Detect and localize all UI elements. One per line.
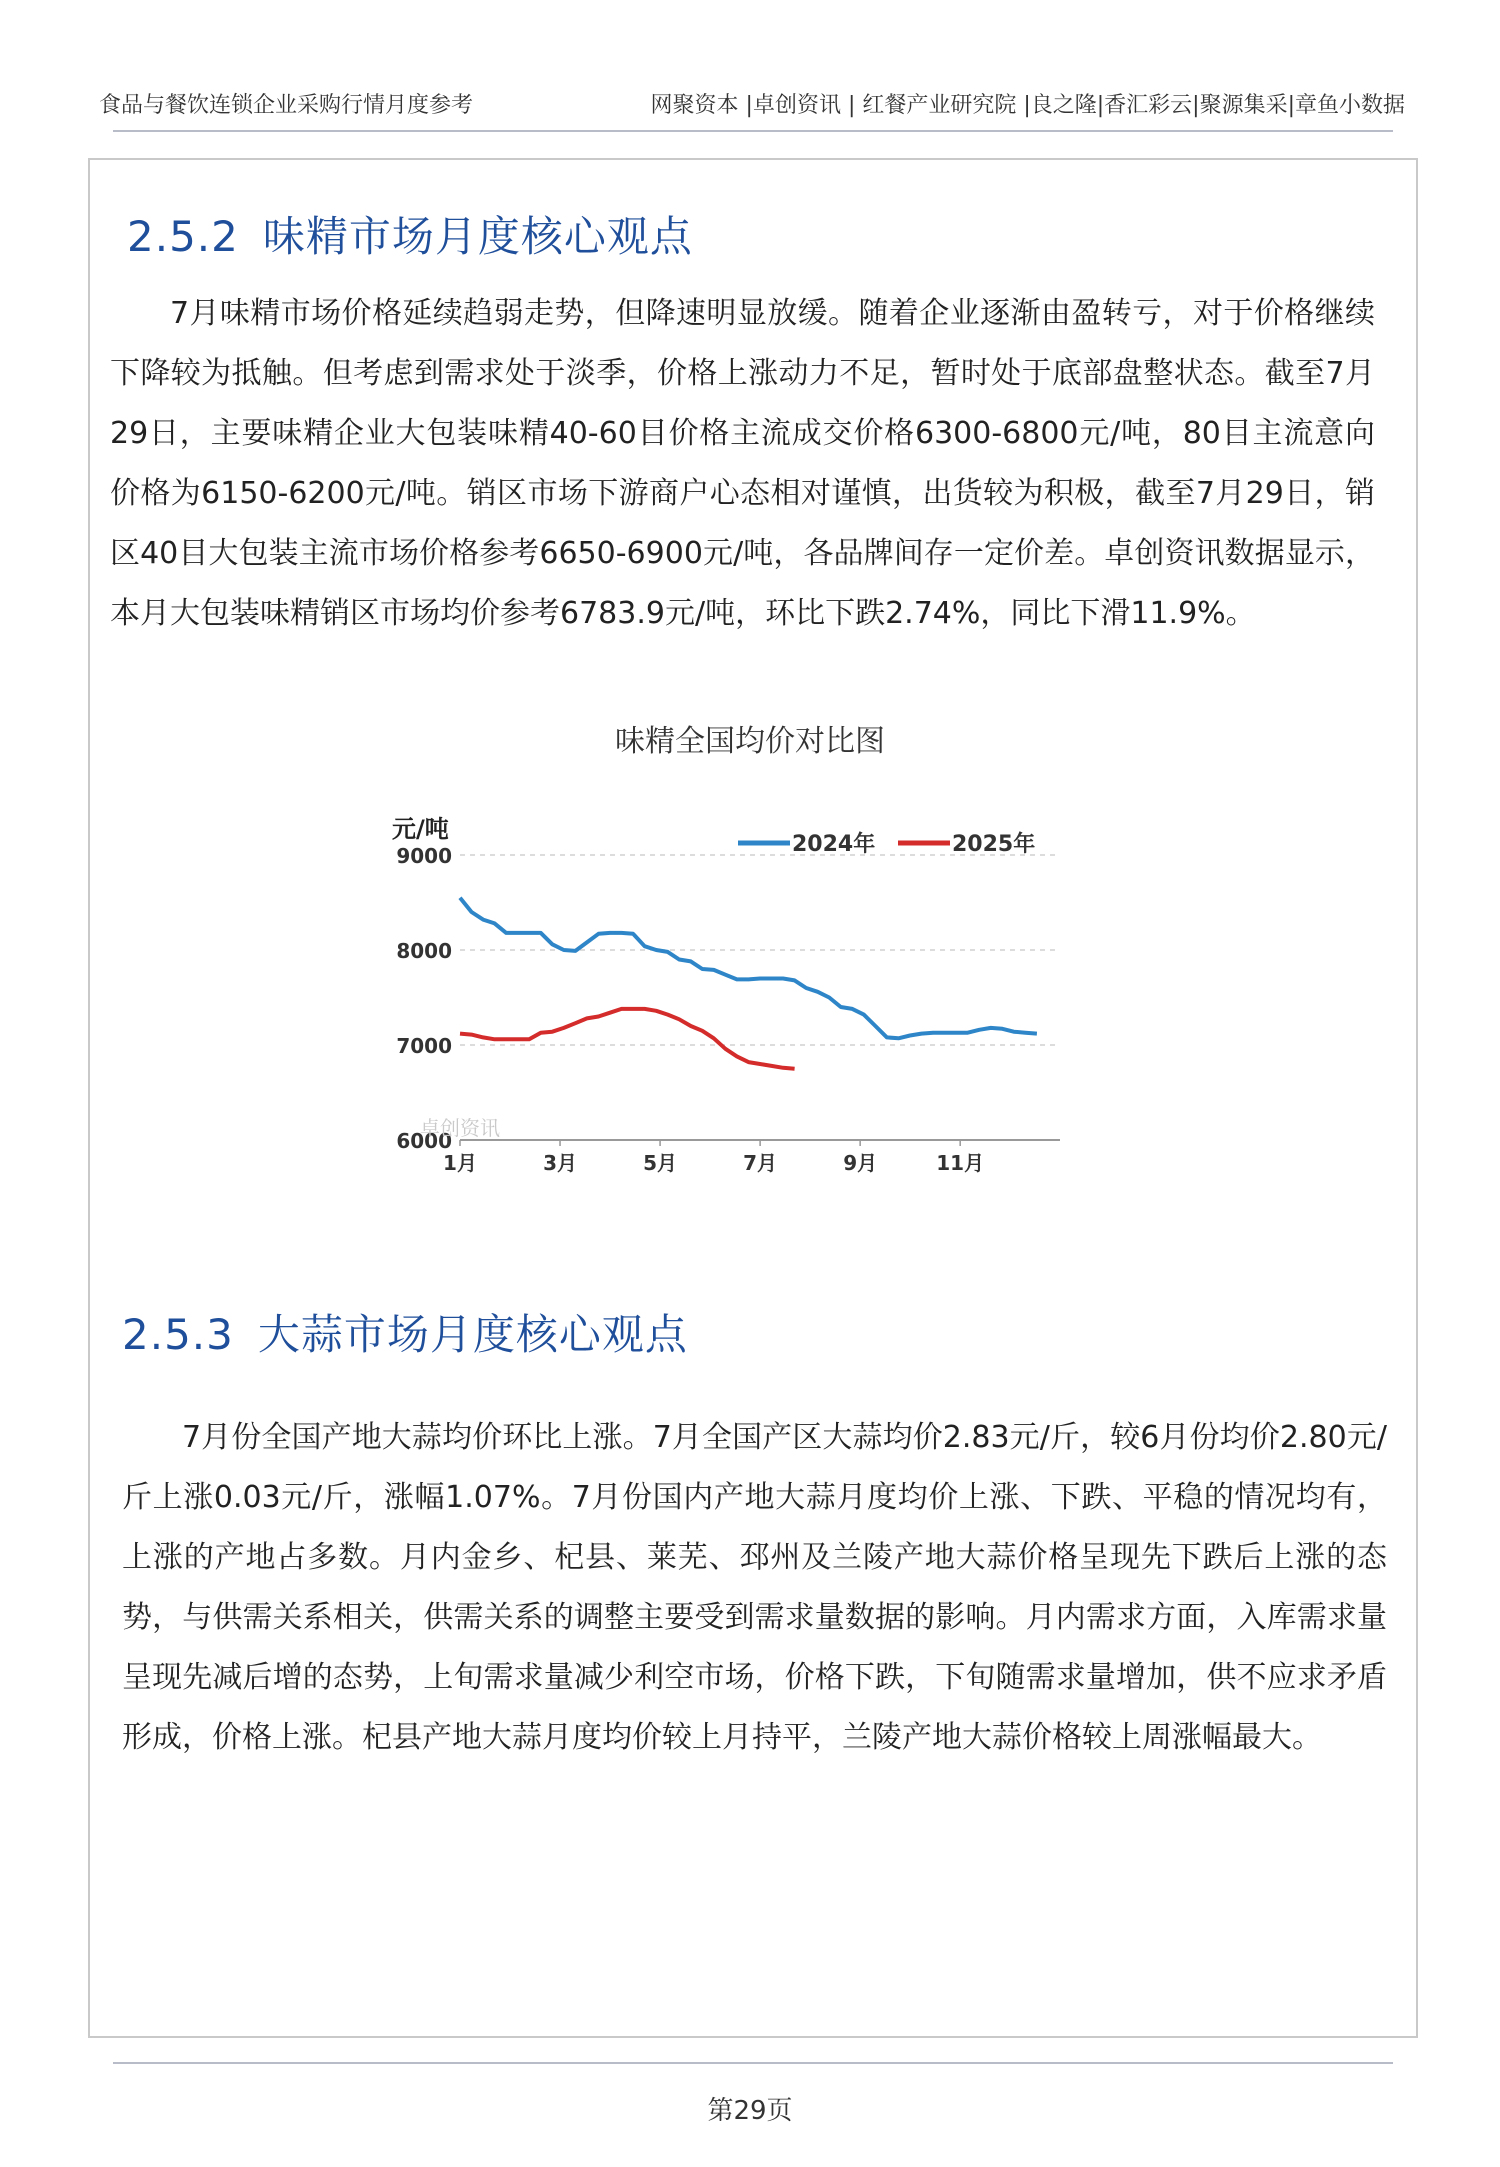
msg-price-chart (380, 805, 1080, 1205)
page-header (95, 84, 1405, 124)
y-tick-label: 7000 (396, 1034, 452, 1058)
series-line (460, 1009, 795, 1069)
header-divider (113, 130, 1393, 132)
y-tick-label: 6000 (396, 1129, 452, 1153)
x-tick-label: 1月 (443, 1151, 477, 1175)
section-number: 2.5.3 (122, 1310, 234, 1359)
series-line (460, 898, 1037, 1039)
chart-legend (738, 831, 1035, 857)
x-tick-label: 7月 (743, 1151, 778, 1175)
section-heading-msg (127, 204, 693, 264)
chart-grid (460, 855, 1060, 1140)
chart-title: 味精全国均价对比图 (615, 724, 885, 759)
section-number: 2.5.2 (127, 212, 239, 261)
msg-paragraph: 7月味精市场价格延续趋弱走势，但降速明显放缓。随着企业逐渐由盈转亏，对于价格继续下降较为抵触。但考虑到需求处于淡季，价格上涨动力不足，暂时处于底部盘整状态。截至7月29日，主要味精企业大包装味精40-60目价格主流成交价格6300-6800元/吨，80目主流意向价格为6150-6200元/吨。销区市场下游商户心态相对谨慎，出货较为积极，截至7月29日，销区40目大包装主流市场价格参考6650-6900元/吨，各品牌间存一定价差。卓创资讯数据显示，本月大包装味精销区市场均价参考6783.9元/吨，环比下跌2.74%，同比下滑11.9%。 (110, 296, 1375, 631)
legend-label: 2025年 (952, 832, 1036, 857)
page-number: 第29页 (707, 2096, 793, 2126)
y-axis-label: 元/吨 (392, 815, 449, 843)
y-tick-label: 8000 (396, 939, 452, 963)
section-title: 大蒜市场月度核心观点 (257, 1310, 688, 1359)
x-tick-label: 3月 (543, 1151, 577, 1175)
x-tick-label: 5月 (643, 1151, 678, 1175)
legend-label: 2024年 (792, 832, 876, 857)
x-tick-label: 9月 (843, 1151, 878, 1175)
watermark: 卓创资讯 (420, 1116, 500, 1140)
section-title: 味精市场月度核心观点 (262, 212, 693, 261)
y-axis-ticks (396, 844, 452, 1153)
footer-divider (113, 2062, 1393, 2064)
report-title: 食品与餐饮连锁企业采购行情月度参考 (99, 93, 474, 118)
chart-series (460, 898, 1037, 1069)
section-heading-garlic (122, 1302, 688, 1362)
x-axis-ticks (443, 1140, 984, 1175)
x-tick-label: 11月 (936, 1151, 985, 1175)
y-tick-label: 9000 (396, 844, 452, 868)
contributors: 网聚资本 |卓创资讯 | 红餐产业研究院 |良之隆|香汇彩云|聚源集采|章鱼小数据 (650, 93, 1405, 118)
garlic-paragraph: 7月份全国产地大蒜均价环比上涨。7月全国产区大蒜均价2.83元/斤，较6月份均价2.80元/斤上涨0.03元/斤，涨幅1.07%。7月份国内产地大蒜月度均价上涨、下跌、平稳的情况均有，上涨的产地占多数。月内金乡、杞县、莱芜、邳州及兰陵产地大蒜价格呈现先下跌后上涨的态势，与供需关系相关，供需关系的调整主要受到需求量数据的影响。月内需求方面，入库需求量呈现先减后增的态势，上旬需求量减少利空市场，价格下跌，下旬随需求量增加，供不应求矛盾形成，价格上涨。杞县产地大蒜月度均价较上月持平，兰陵产地大蒜价格较上周涨幅最大。 (122, 1420, 1387, 1755)
